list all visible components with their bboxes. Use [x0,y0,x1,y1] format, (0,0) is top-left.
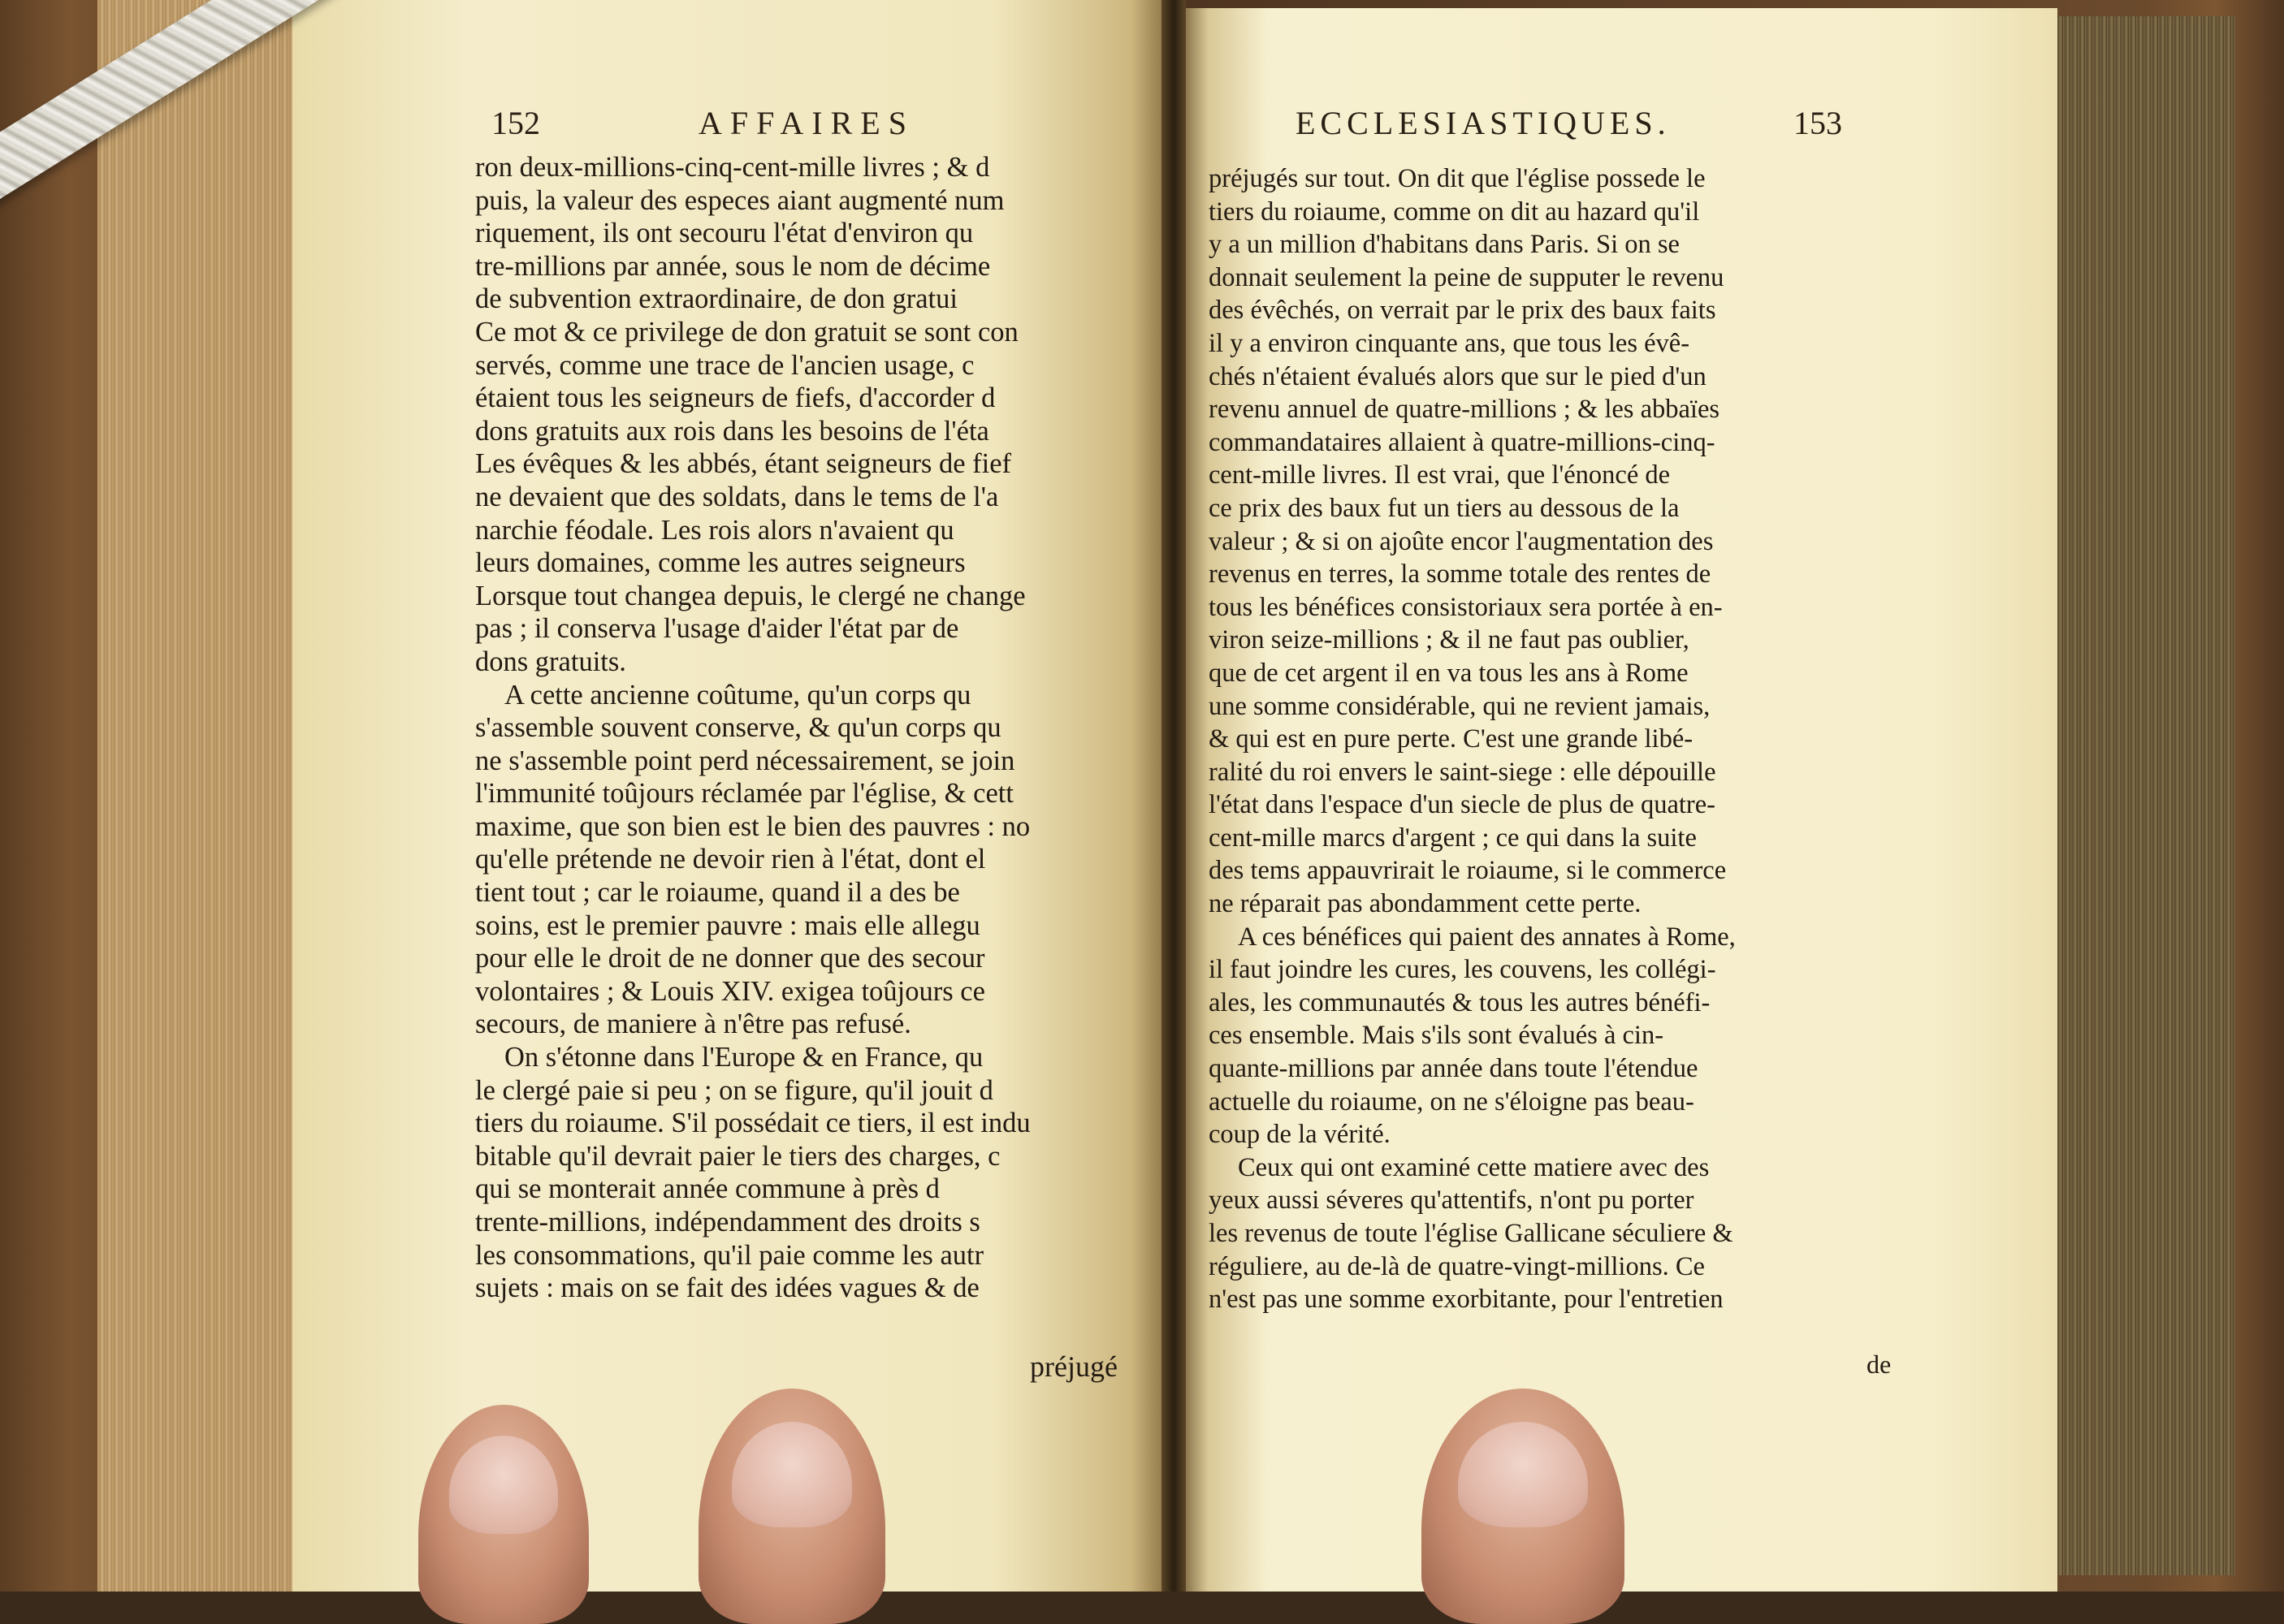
text-line: ce prix des baux fut un tiers au dessous de la [1209,493,1680,523]
text-line: ne réparait pas abondamment cette perte. [1209,889,1642,919]
text-line: de subvention extraordinaire, de don gratui [475,283,958,315]
text-line: volontaires ; & Louis XIV. exigea toûjours ce [475,975,985,1007]
text-line: yeux aussi séveres qu'attentifs, n'ont pu porter [1209,1186,1694,1216]
text-line: revenus en terres, la somme totale des rentes de [1209,559,1711,590]
text-line: Ceux qui ont examiné cette matiere avec des [1238,1152,1710,1182]
text-line: puis, la valeur des especes aiant augmenté num [475,184,1005,216]
fingernail [732,1422,851,1528]
text-line: ne s'assemble point perd nécessairement, se join [475,745,1015,776]
text-line: A ces bénéfices qui paient des annates à Rome, [1238,922,1736,952]
text-line: quante-millions par année dans toute l'étendue [1209,1054,1698,1084]
left-page-edges [97,0,292,1592]
text-line: l'immunité toûjours réclamée par l'église, & cett [475,778,1014,810]
text-line: chés n'étaient évalués alors que sur le pied d'un [1209,361,1707,391]
text-line: les consommations, qu'il paie comme les autr [475,1239,984,1271]
text-line: ne devaient que des soldats, dans le tems de l'a [475,481,999,512]
text-line: le clergé paie si peu ; on se figure, qu'il jouit d [475,1074,993,1106]
text-line: des tems appauvrirait le roiaume, si le commerce [1209,856,1727,886]
text-line: trente-millions, indépendamment des droits s [475,1207,980,1237]
text-line: y a un million d'habitans dans Paris. Si on se [1209,230,1680,260]
text-line: sujets : mais on se fait des idées vagues & de [475,1272,980,1304]
text-line: revenu annuel de quatre-millions ; & les abbaïes [1209,395,1720,425]
text-line: les revenus de toute l'église Gallicane séculiere & [1209,1219,1733,1248]
thumbnail [449,1436,558,1535]
text-line: tous les bénéfices consistoriaux sera portée à en- [1209,592,1723,622]
text-line: cent-mille marcs d'argent ; ce qui dans la suite [1209,823,1697,853]
text-line: servés, comme une trace de l'ancien usage, c [475,349,975,381]
text-line: pas ; il conserva l'usage d'aider l'état par de [475,613,959,645]
text-line: réguliere, au de-là de quatre-vingt-millions. Ce [1209,1251,1705,1281]
text-line: actuelle du roiaume, on ne s'éloigne pas beau- [1209,1086,1694,1116]
left-catchword: préjugé [1030,1350,1118,1383]
text-line: tiers du roiaume. S'il possédait ce tiers, il est indu [475,1108,1031,1139]
text-line: Ce mot & ce privilege de don gratuit se sont con [475,316,1019,348]
text-line: A cette ancienne coûtume, qu'un corps qu [504,679,971,710]
text-line: riquement, ils ont secouru l'état d'environ qu [475,218,974,249]
text-line: valeur ; & si on ajoûte encor l'augmentation des [1209,526,1714,556]
text-line: ralité du roi envers le saint-siege : elle dépouille [1209,757,1716,787]
text-line: il faut joindre les cures, les couvens, les collégi- [1209,955,1716,985]
text-line: coup de la vérité. [1209,1120,1391,1150]
text-line: On s'étonne dans l'Europe & en France, qu [504,1042,984,1073]
left-page-number: 152 [491,105,540,141]
right-running-head: ECCLESIASTIQUES. [1296,105,1671,141]
text-line: donnait seulement la peine de supputer le revenu [1209,262,1724,292]
text-line: leurs domaines, comme les autres seigneurs [475,547,966,579]
text-line: tient tout ; car le roiaume, quand il a des be [475,877,960,909]
text-line: qui se monterait année commune à près d [475,1173,940,1205]
left-running-head: AFFAIRES [699,105,915,141]
text-line: étaient tous les seigneurs de fiefs, d'accorder d [475,382,996,414]
text-line: viron seize-millions ; & il ne faut pas oublier, [1209,625,1689,655]
text-line: Les évêques & les abbés, étant seigneurs de fief [475,448,1012,480]
text-line: & qui est en pure perte. C'est une grande libé- [1209,724,1694,754]
text-line: l'état dans l'espace d'un siecle de plus de quatre- [1209,790,1715,820]
text-line: Lorsque tout changea depuis, le clergé ne change [475,580,1026,611]
thumbnail [1458,1422,1588,1528]
text-line: narchie féodale. Les rois alors n'avaient qu [475,514,954,546]
text-line: tre-millions par année, sous le nom de décime [475,250,991,282]
left-page-text [475,151,1174,1305]
text-line: soins, est le premier pauvre : mais elle allegu [475,909,980,941]
text-line: il y a environ cinquante ans, que tous les évê- [1209,328,1690,358]
text-line: ces ensemble. Mais s'ils sont évalués à cin- [1209,1021,1664,1051]
text-line: secours, de maniere à n'être pas refusé. [475,1009,911,1040]
right-page-text [1209,162,1883,1316]
text-line: ron deux-millions-cinq-cent-mille livres ; & d [475,152,990,183]
text-line: une somme considérable, qui ne revient jamais, [1209,691,1711,721]
text-line: s'assemble souvent conserve, & qu'un corps qu [475,712,1001,744]
text-line: tiers du roiaume, comme on dit au hazard qu'il [1209,197,1700,227]
text-line: commandataires allaient à quatre-millions-cinq- [1209,427,1715,457]
right-page-edges [2048,16,2235,1575]
text-line: bitable qu'il devrait paier le tiers des charges, c [475,1140,1001,1172]
right-catchword: de [1867,1350,1892,1379]
text-line: maxime, que son bien est le bien des pauvres : no [475,810,1031,842]
right-page-number: 153 [1793,105,1842,141]
text-line: ales, les communautés & tous les autres bénéfi- [1209,987,1711,1017]
text-line: n'est pas une somme exorbitante, pour l'entretien [1209,1285,1724,1315]
text-line: qu'elle prétende ne devoir rien à l'état, dont el [475,844,986,875]
text-line: dons gratuits. [475,646,626,677]
text-line: cent-mille livres. Il est vrai, que l'énoncé de [1209,460,1671,490]
text-line: des évêchés, on verrait par le prix des baux faits [1209,296,1716,326]
text-line: que de cet argent il en va tous les ans à Rome [1209,658,1689,688]
text-line: pour elle le droit de ne donner que des secour [475,943,985,974]
text-line: préjugés sur tout. On dit que l'église possede le [1209,164,1706,193]
text-line: dons gratuits aux rois dans les besoins de l'éta [475,415,989,447]
